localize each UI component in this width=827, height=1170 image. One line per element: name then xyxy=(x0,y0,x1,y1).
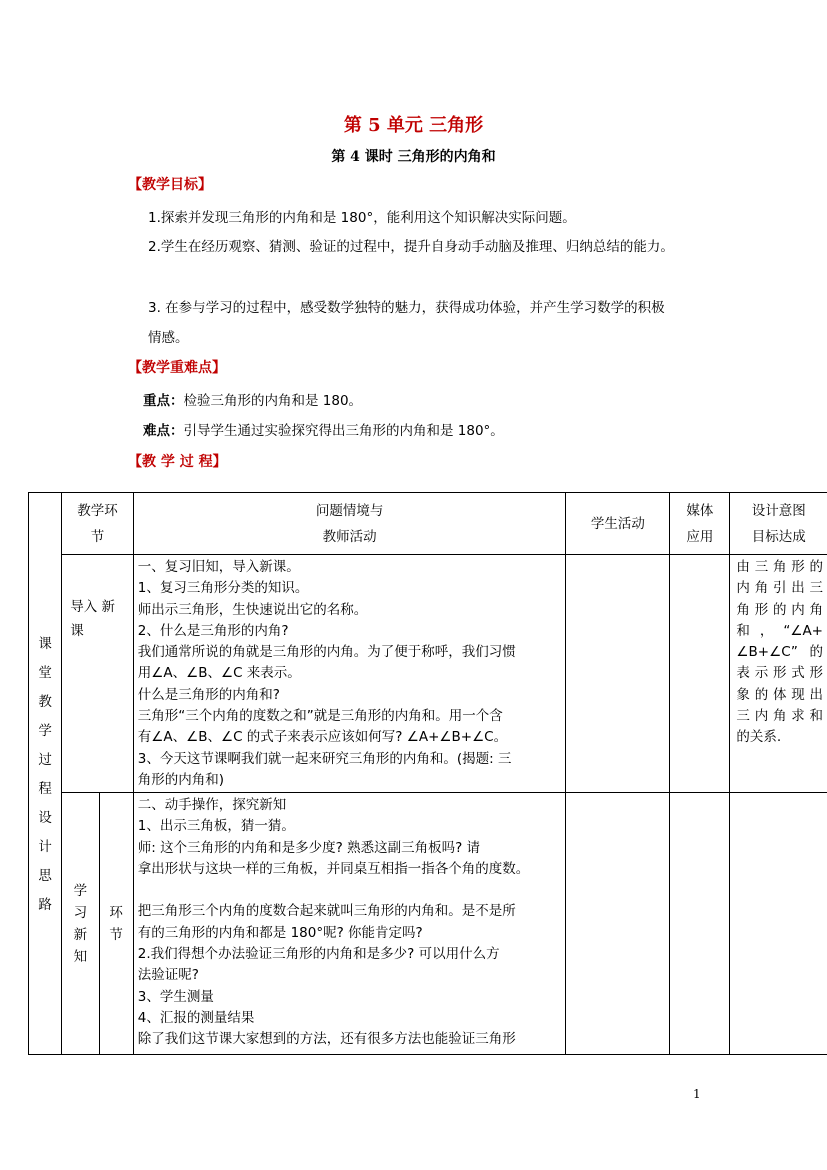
student-new xyxy=(566,793,670,1055)
difficult-point-label: 难点： xyxy=(143,423,184,439)
purpose-intro: 由三角形的 内角引出三 角形的内角 和，“∠A+ ∠B+∠C”的 表示形式形 象的体现出 三内角求和 的关系. xyxy=(730,555,827,793)
objective-1: 1.探索并发现三角形的内角和是 180°，能利用这个知识解决实际问题。 xyxy=(148,210,576,226)
media-new xyxy=(670,793,730,1055)
header-activity: 问题情境与 教师活动 xyxy=(133,493,566,555)
page-number: 1 xyxy=(693,1087,701,1101)
design-idea-column: 课 堂 教 学 过 程 设 计 思 路 xyxy=(29,493,62,1055)
difficult-point-text: 引导学生通过实验探究得出三角形的内角和是 180°。 xyxy=(183,423,504,439)
unit-title: 第 5 单元 三角形 xyxy=(343,115,484,136)
key-point xyxy=(143,389,362,409)
student-intro xyxy=(566,555,670,793)
lesson-title: 第 4 课时 三角形的内角和 xyxy=(331,149,496,165)
difficult-point xyxy=(143,419,504,439)
header-media: 媒体 应用 xyxy=(670,493,730,555)
table-row xyxy=(29,793,827,1055)
header-stage: 教学环 节 xyxy=(62,493,134,555)
key-point-label: 重点： xyxy=(143,393,184,409)
objective-2: 2.学生在经历观察、猜测、验证的过程中，提升自身动手动脑及推理、归纳总结的能力。 xyxy=(148,239,674,255)
table-header-row xyxy=(29,493,827,555)
key-points-heading: 【教学重难点】 xyxy=(128,360,226,376)
activity-intro: 一、复习旧知，导入新课。 1、复习三角形分类的知识。 师出示三角形，生快速说出它的名称。 2、什么是三角形的内角? 我们通常所说的角就是三角形的内角。为了便于称呼，我们习惯 用∠A、∠B、∠C 来表示。 什么是三角形的内角和? 三角形“三个内角的度数之和”就是三角形的内角和。用一个含 有∠A、∠B、∠C 的式子来表示应该如何写? ∠A+∠B+∠C。 3、今天这节课啊我们就一起来研究三角形的内角和。(揭题: 三 角形的内角和) xyxy=(133,555,566,793)
header-student: 学生活动 xyxy=(566,493,670,555)
objective-3-cont: 情感。 xyxy=(148,330,189,346)
lesson-process-table xyxy=(28,492,827,1055)
stage-new-a: 学 习 新 知 xyxy=(62,793,99,1055)
objectives-heading: 【教学目标】 xyxy=(128,177,212,193)
process-heading: 【教 学 过 程】 xyxy=(128,454,227,470)
header-purpose: 设计意图 目标达成 xyxy=(730,493,827,555)
stage-new-b: 环 节 xyxy=(99,793,133,1055)
objective-3: 3. 在参与学习的过程中，感受数学独特的魅力，获得成功体验，并产生学习数学的积极 xyxy=(148,300,665,316)
media-intro xyxy=(670,555,730,793)
activity-new: 二、动手操作，探究新知 1、出示三角板，猜一猜。 师: 这个三角形的内角和是多少度? 熟悉这副三角板吗? 请 拿出形状与这块一样的三角板，并同桌互相指一指各个角的度数。 把三角形三个内角的度数合起来就叫三角形的内角和。是不是所 有的三角形的内角和都是 180°呢? 你能肯定吗? 2.我们得想个办法验证三角形的内角和是多少? 可以用什么方 法验证呢? 3、学生测量 4、汇报的测量结果 除了我们这节课大家想到的方法，还有很多方法也能验证三角形 xyxy=(133,793,566,1055)
table-row xyxy=(29,555,827,793)
stage-intro: 导入 新 课 xyxy=(62,555,134,793)
purpose-new xyxy=(730,793,827,1055)
key-point-text: 检验三角形的内角和是 180。 xyxy=(183,393,363,409)
